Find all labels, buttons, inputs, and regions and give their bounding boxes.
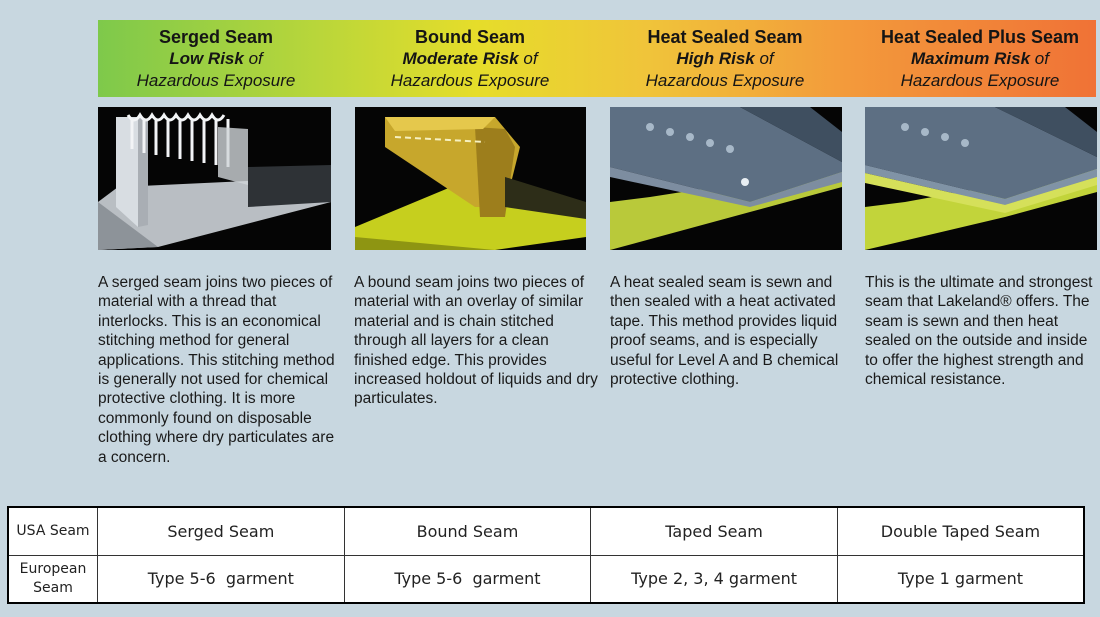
heat-sealed-seam-illustration (610, 107, 842, 250)
risk-suffix: of (759, 49, 774, 68)
column-header-bound (345, 26, 595, 92)
table-row (8, 507, 1084, 555)
serged-seam-description (98, 273, 346, 467)
risk-suffix: of (523, 49, 538, 68)
seam-comparison-table (7, 506, 1085, 604)
row-header-european: European Seam (8, 555, 98, 603)
exposure-label: Hazardous Exposure (645, 71, 805, 90)
table-cell: Double Taped Seam (837, 507, 1084, 555)
column-title: Serged Seam (158, 27, 274, 47)
heat-sealed-plus-seam-description (865, 273, 1093, 389)
risk-suffix: of (1034, 49, 1049, 68)
table-row (8, 555, 1084, 603)
exposure-label: Hazardous Exposure (900, 71, 1060, 90)
table-cell: Type 2, 3, 4 garment (591, 555, 838, 603)
risk-level: Maximum Risk (911, 49, 1031, 68)
column-title: Bound Seam (414, 27, 525, 47)
exposure-label: Hazardous Exposure (390, 71, 550, 90)
table-cell: Type 1 garment (837, 555, 1084, 603)
table-cell: Taped Seam (591, 507, 838, 555)
description-text: A bound seam joins two pieces of material with an overlay of similar material and is chain stitched through all layers for a clean finished edge. This provides increased holdout of liquids and dry particulates. (354, 274, 598, 408)
risk-level: High Risk (676, 49, 755, 68)
risk-line (91, 48, 341, 70)
column-header-heat-sealed (600, 26, 850, 92)
description-text: A heat sealed seam is sewn and then sealed with a heat activated tape. This method provides liquid proof seams, and is especially useful for Level A and B chemical protective clothing. (610, 274, 839, 389)
risk-suffix: of (248, 49, 263, 68)
row-header-usa: USA Seam (8, 507, 98, 555)
exposure-label: Hazardous Exposure (136, 71, 296, 90)
risk-line (600, 48, 850, 70)
risk-line (345, 48, 595, 70)
description-text: This is the ultimate and strongest seam that Lakeland® offers. The seam is sewn and then heat sealed on the outside and inside to offer the highest strength and chemical resistance. (865, 274, 1093, 389)
risk-line (855, 48, 1100, 70)
heat-sealed-seam-description (610, 273, 842, 389)
bound-seam-description (354, 273, 602, 409)
table-cell: Type 5-6 garment (98, 555, 345, 603)
column-header-serged (91, 26, 341, 92)
table-cell: Serged Seam (98, 507, 345, 555)
serged-seam-illustration (98, 107, 331, 250)
table-cell: Bound Seam (344, 507, 591, 555)
risk-level: Moderate Risk (402, 49, 519, 68)
column-header-heat-sealed-plus (855, 26, 1100, 92)
table-cell: Type 5-6 garment (344, 555, 591, 603)
risk-level: Low Risk (169, 49, 244, 68)
column-title: Heat Sealed Plus Seam (880, 27, 1080, 47)
description-text: A serged seam joins two pieces of material with a thread that interlocks. This is an economical stitching method for general applications. This stitching method is generally not used for chemical protective clothing. It is more commonly found on disposable clothing where dry particulates are a concern. (98, 274, 335, 466)
heat-sealed-plus-seam-illustration (865, 107, 1097, 250)
bound-seam-illustration (355, 107, 586, 250)
column-title: Heat Sealed Seam (647, 27, 803, 47)
